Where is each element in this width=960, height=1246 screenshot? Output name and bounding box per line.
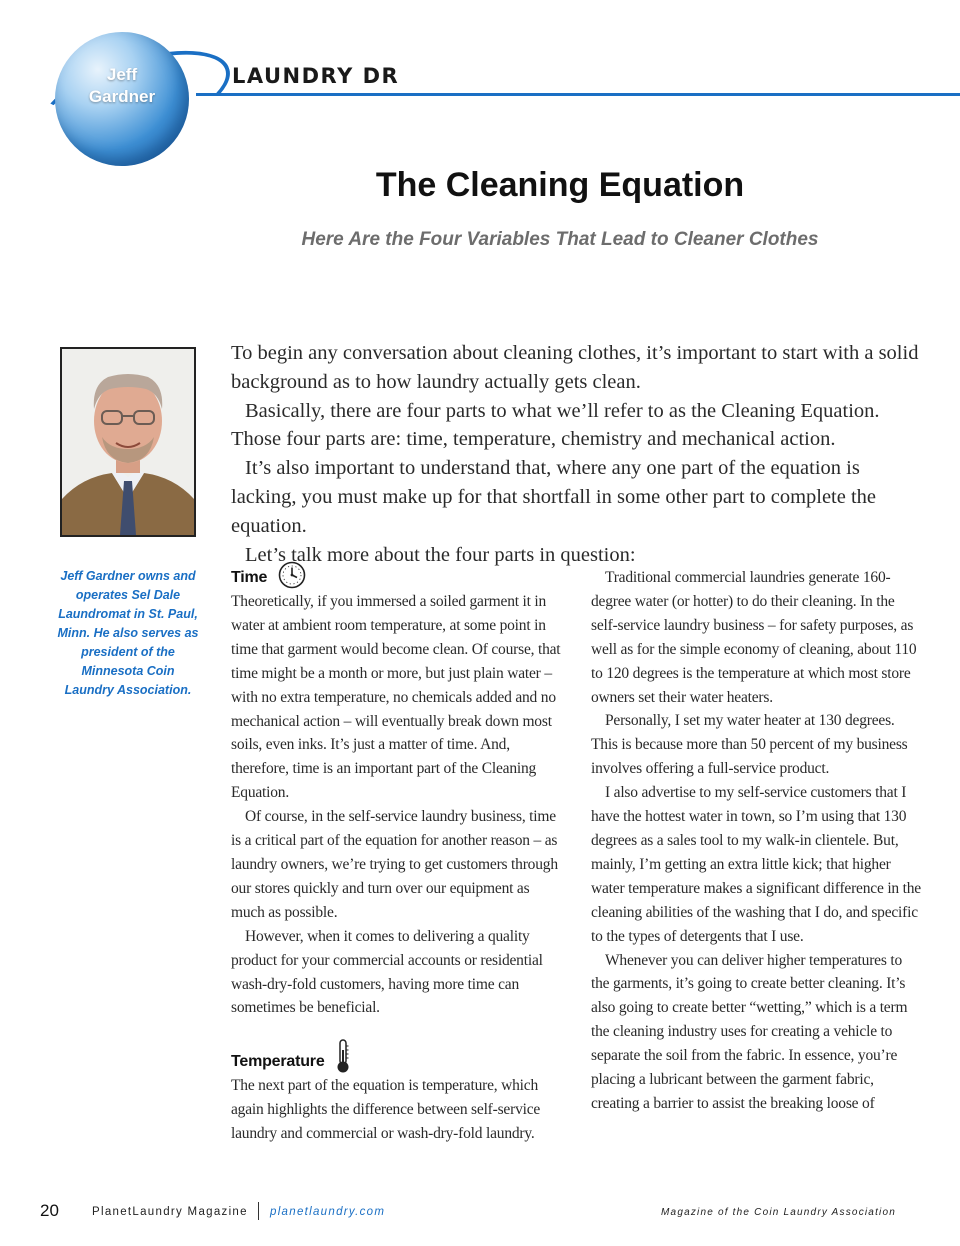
- body-paragraph: Personally, I set my water heater at 130 degrees. This is because more than 50 percent of my business involves offering a full-service product.: [591, 712, 908, 778]
- author-first-name: Jeff: [106, 65, 138, 84]
- temperature-paragraph: The next part of the equation is temperature, which again highlights the difference between self-service laundry and commercial or wash-dry-fold laundry.: [231, 1077, 541, 1143]
- time-paragraph: Theoretically, if you immersed a soiled garment it in water at ambient room temperature, at some point in time that garment would become clean. Of course, that time might be a month or more, but just plain water – with no extra temperature, no chemicals added and no mechanical action – will eventually break down most soils, even inks. It’s just a matter of time. And, therefore, time is an important part of the Cleaning Equation.: [231, 593, 561, 802]
- author-portrait-image: [62, 349, 194, 535]
- association-tagline: Magazine of the Coin Laundry Association: [661, 1207, 896, 1218]
- intro-paragraph: Basically, there are four parts to what we’ll refer to as the Cleaning Equation. Those four parts are: time, temperature, chemistry and mechanical action.: [231, 399, 880, 451]
- body-paragraph: Whenever you can deliver higher temperatures to the garments, it’s going to create better cleaning. It’s also going to create better “wetting,” which is a term the cleaning industry uses for creating a vehicle to separate the soil from the fabric. In essence, you’re placing a lubricant between the garment fabric, creating a barrier to assist the breaking loose of: [591, 951, 908, 1112]
- time-heading-row: [231, 566, 561, 590]
- author-caption: Jeff Gardner owns and operates Sel Dale Laundromat in St. Paul, Minn. He also serves as president of the Minnesota Coin Laundry Association.: [57, 569, 199, 697]
- temperature-heading-row: [231, 1038, 561, 1074]
- intro-paragraph: It’s also important to understand that, where any one part of the equation is lacking, you must make up for that shortfall in some other part to complete the equation.: [231, 457, 877, 537]
- intro-paragraph: To begin any conversation about cleaning clothes, it’s important to start with a solid background as to how laundry actually gets clean.: [231, 342, 919, 393]
- thermometer-icon: [335, 1038, 351, 1074]
- article-intro: [231, 339, 921, 569]
- author-badge-name: [72, 64, 172, 108]
- body-paragraph: Traditional commercial laundries generate 160-degree water (or hotter) to do their cleaning. In the self-service laundry business – for safety purposes, as well as for the simple economy of cleaning, about 110 to 120 degrees is the temperature at which most store owners set their water heaters.: [591, 569, 917, 706]
- article-subtitle: Here Are the Four Variables That Lead to Cleaner Clothes: [301, 229, 819, 250]
- page-number: 20: [40, 1201, 59, 1220]
- author-last-name: Gardner: [88, 87, 156, 106]
- time-paragraph: However, when it comes to delivering a quality product for your commercial accounts or residential wash-dry-fold customers, having more time can sometimes be beneficial.: [231, 927, 543, 1017]
- footer-divider: [258, 1202, 259, 1220]
- body-column-right: [591, 566, 921, 1116]
- body-column-left: [231, 566, 561, 1146]
- body-paragraph: I also advertise to my self-service customers that I have the hottest water in town, so I’m using that 130 degrees as a sales tool to my walk-in clientele. But, mainly, I’m getting an extra little kick; that higher water temperature makes a significant difference in the cleaning abilities of the washing that I do, and specific to the types of detergents that I use.: [591, 784, 921, 945]
- time-paragraph: Of course, in the self-service laundry business, time is a critical part of the equation for another reason – as laundry owners, we’re trying to get customers through our stores quickly and turn over our equipment as much as possible.: [231, 808, 558, 921]
- intro-paragraph: Let’s talk more about the four parts in question:: [245, 543, 636, 566]
- magazine-name: PlanetLaundry Magazine: [92, 1206, 248, 1218]
- time-heading: Time: [231, 569, 268, 587]
- article-title: The Cleaning Equation: [375, 166, 745, 204]
- stopwatch-icon: [277, 560, 307, 590]
- magazine-url[interactable]: planetlaundry.com: [270, 1206, 386, 1218]
- temperature-heading: Temperature: [231, 1053, 325, 1071]
- header-rule: [196, 93, 960, 96]
- author-photo: [60, 347, 196, 537]
- section-title: LAUNDRY DR: [232, 64, 400, 88]
